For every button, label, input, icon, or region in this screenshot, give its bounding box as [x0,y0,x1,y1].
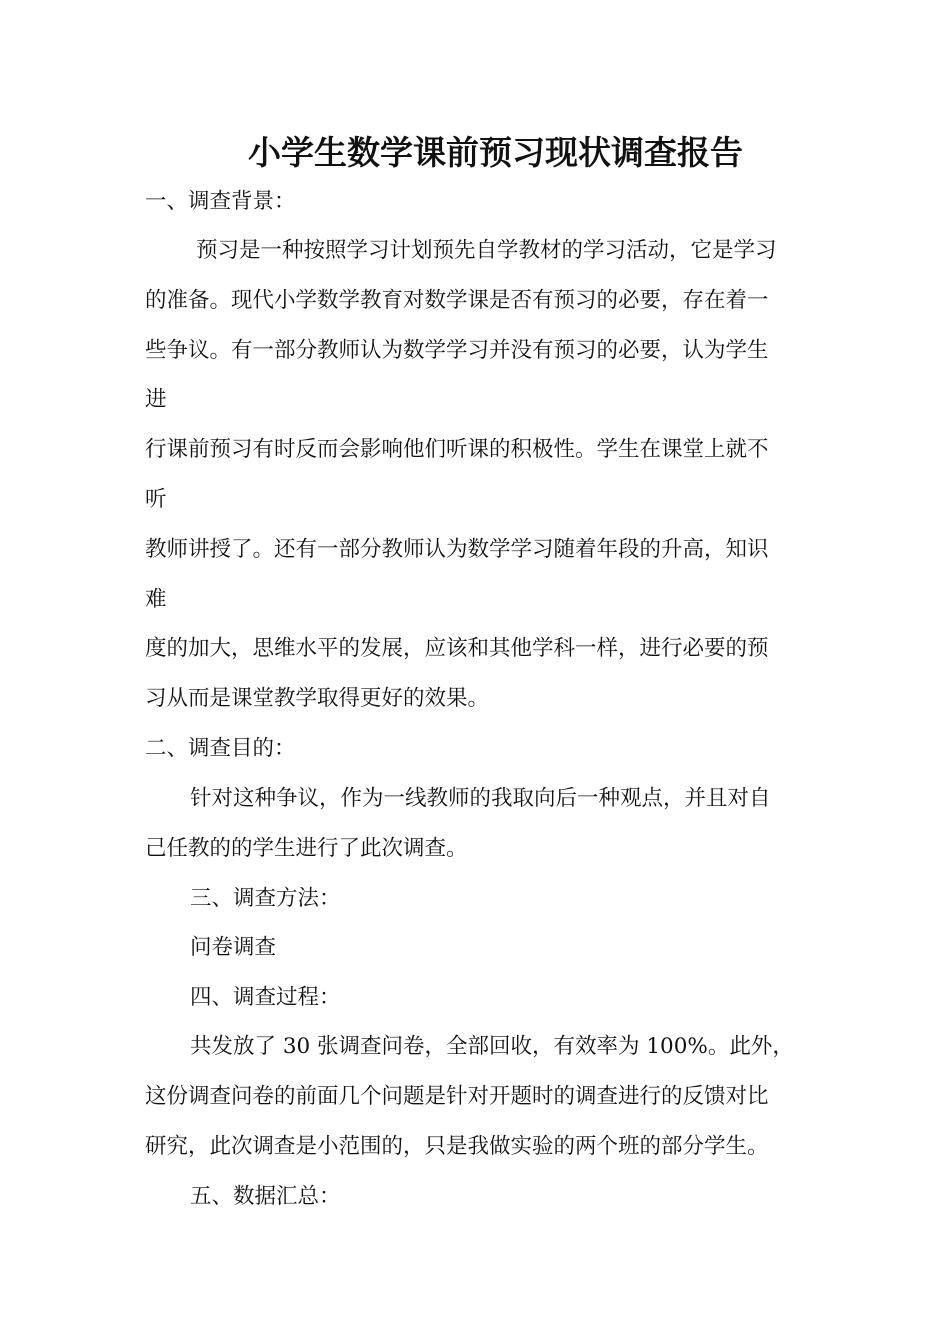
paragraph-line: 针对这种争议，作为一线教师的我取向后一种观点，并且对自 [190,786,771,811]
paragraph-line: 难 [145,587,167,612]
paragraph-line: 度的加大，思维水平的发展，应该和其他学科一样，进行必要的预 [145,636,769,661]
section-heading-data-summary: 五、数据汇总： [190,1184,341,1209]
section-heading-purpose: 二、调查目的： [145,736,296,761]
paragraph-line: 己任教的的学生进行了此次调查。 [145,836,468,861]
paragraph-line: 这份调查问卷的前面几个问题是针对开题时的调查进行的反馈对比 [145,1084,769,1109]
paragraph-line: 的准备。现代小学数学教育对数学课是否有预习的必要，存在着一 [145,288,769,313]
paragraph-line: 研究，此次调查是小范围的，只是我做实验的两个班的部分学生。 [145,1134,769,1159]
paragraph-line: 预习是一种按照学习计划预先自学教材的学习活动，它是学习 [196,238,777,263]
paragraph-line: 教师讲授了。还有一部分教师认为数学学习随着年段的升高，知识 [145,537,769,562]
section-heading-process: 四、调查过程： [190,985,341,1010]
section-heading-method: 三、调查方法： [190,886,341,911]
paragraph-line: 问卷调查 [190,935,277,960]
paragraph-line: 共发放了 30 张调查问卷，全部回收，有效率为 100%。此外， [190,1034,794,1059]
paragraph-line: 习从而是课堂教学取得更好的效果。 [145,686,490,711]
paragraph-line: 行课前预习有时反而会影响他们听课的积极性。学生在课堂上就不 [145,437,769,462]
paragraph-line: 进 [145,387,167,412]
paragraph-line: 些争议。有一部分教师认为数学学习并没有预习的必要，认为学生 [145,338,769,363]
section-heading-background: 一、调查背景： [145,189,296,214]
paragraph-line: 听 [145,487,167,512]
document-title: 小学生数学课前预习现状调查报告 [248,133,743,172]
